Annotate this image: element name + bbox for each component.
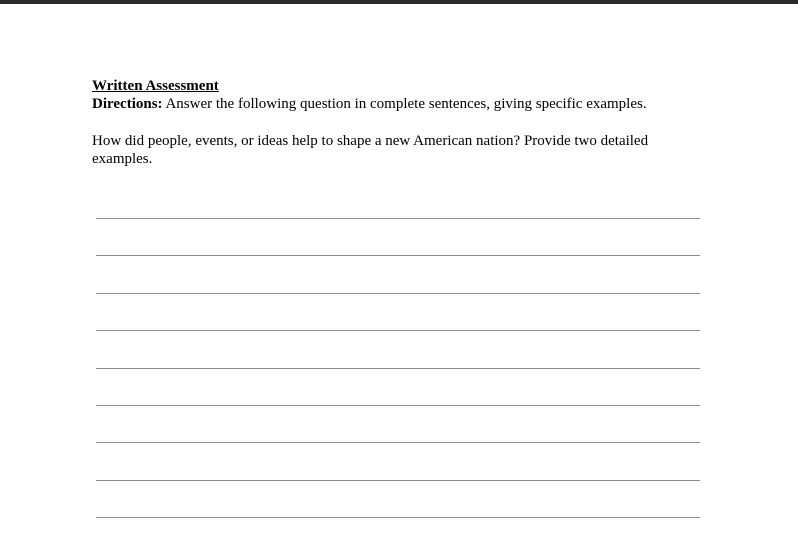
- answer-line[interactable]: [96, 442, 700, 443]
- answer-line[interactable]: [96, 218, 700, 219]
- assessment-section: [92, 76, 712, 168]
- answer-line[interactable]: [96, 368, 700, 369]
- top-border: [0, 0, 798, 4]
- answer-line[interactable]: [96, 517, 700, 518]
- answer-line[interactable]: [96, 480, 700, 481]
- answer-line[interactable]: [96, 255, 700, 256]
- assessment-heading: Written Assessment: [92, 78, 219, 94]
- directions: [92, 95, 712, 113]
- answer-line[interactable]: [96, 293, 700, 294]
- question-text: How did people, events, or ideas help to shape a new American nation? Provide two detailed examples.: [92, 133, 649, 167]
- directions-label: Directions:: [92, 96, 163, 112]
- answer-line[interactable]: [96, 405, 700, 406]
- answer-line[interactable]: [96, 330, 700, 331]
- directions-text: Answer the following question in complete sentences, giving specific examples.: [162, 96, 647, 112]
- answer-lines[interactable]: [96, 218, 700, 555]
